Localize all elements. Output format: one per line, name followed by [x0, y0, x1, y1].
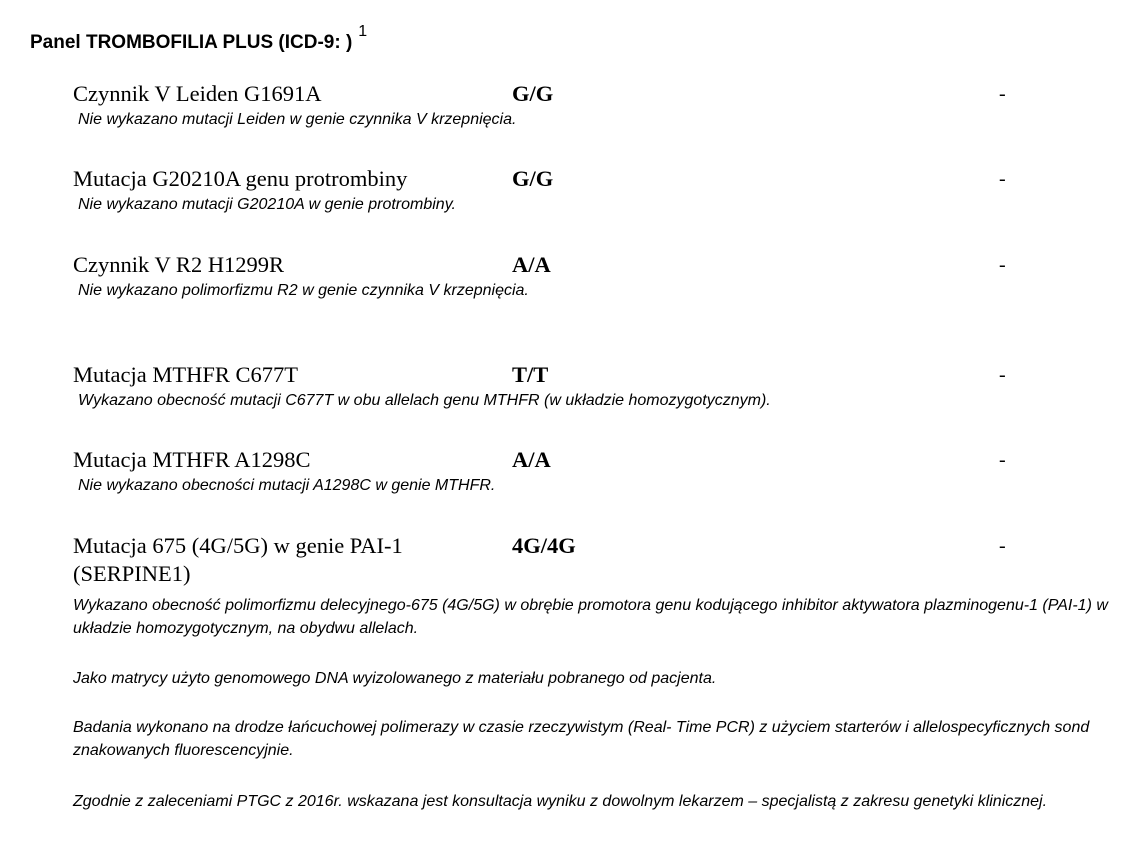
test-name: Czynnik V R2 H1299R — [73, 252, 285, 277]
test-flag: - — [999, 449, 1006, 471]
test-flag: - — [999, 535, 1006, 557]
test-result: A/A — [512, 447, 551, 472]
footnote-marker: 1 — [358, 23, 368, 40]
test-flag: - — [999, 168, 1006, 190]
test-flag: - — [999, 364, 1006, 386]
test-result: T/T — [512, 362, 549, 387]
test-name: Czynnik V Leiden G1691A — [73, 81, 322, 106]
note-consultation: Zgodnie z zaleceniami PTGC z 2016r. wskazana jest konsultacja wyniku z dowolnym lekarzem – specjalistą z zakresu genetyki klinicznej. — [73, 793, 1048, 810]
test-flag: - — [999, 83, 1006, 105]
panel-title-text: Panel TROMBOFILIA PLUS (ICD-9: ) — [30, 32, 353, 53]
test-flag: - — [999, 254, 1006, 276]
test-result: 4G/4G — [512, 533, 576, 558]
test-name: Mutacja MTHFR A1298C — [73, 447, 311, 472]
test-description: Nie wykazano polimorfizmu R2 w genie czynnika V krzepnięcia. — [78, 282, 529, 299]
note-dna-matrix: Jako matrycy użyto genomowego DNA wyizolowanego z materiału pobranego od pacjenta. — [73, 670, 717, 687]
test-description: Nie wykazano mutacji Leiden w genie czynnika V krzepnięcia. — [78, 111, 517, 128]
test-description: Nie wykazano mutacji G20210A w genie protrombiny. — [78, 196, 456, 213]
test-description-pai-1: Wykazano obecność polimorfizmu delecyjnego-675 (4G/5G) w obrębie promotora genu kodującego inhibitor aktywatora plazminogenu-1 (PAI-1) w układzie homozygotycznym, na obydwu allelach. — [73, 597, 1108, 637]
test-result: G/G — [512, 166, 554, 191]
test-name: Mutacja MTHFR C677T — [73, 362, 298, 387]
test-name: Mutacja G20210A genu protrombiny — [73, 166, 408, 191]
test-description: Wykazano obecność mutacji C677T w obu allelach genu MTHFR (w układzie homozygotycznym). — [78, 392, 771, 409]
test-description: Nie wykazano obecności mutacji A1298C w genie MTHFR. — [78, 477, 496, 494]
panel-title — [30, 23, 368, 54]
test-name: Mutacja 675 (4G/5G) w genie PAI-1 (SERPINE1) — [73, 533, 403, 586]
test-result: G/G — [512, 81, 554, 106]
test-result: A/A — [512, 252, 551, 277]
note-method: Badania wykonano na drodze łańcuchowej polimerazy w czasie rzeczywistym (Real- Time PCR) z użyciem starterów i allelospecyficznych sond znakowanych fluorescencyjnie. — [73, 719, 1090, 759]
